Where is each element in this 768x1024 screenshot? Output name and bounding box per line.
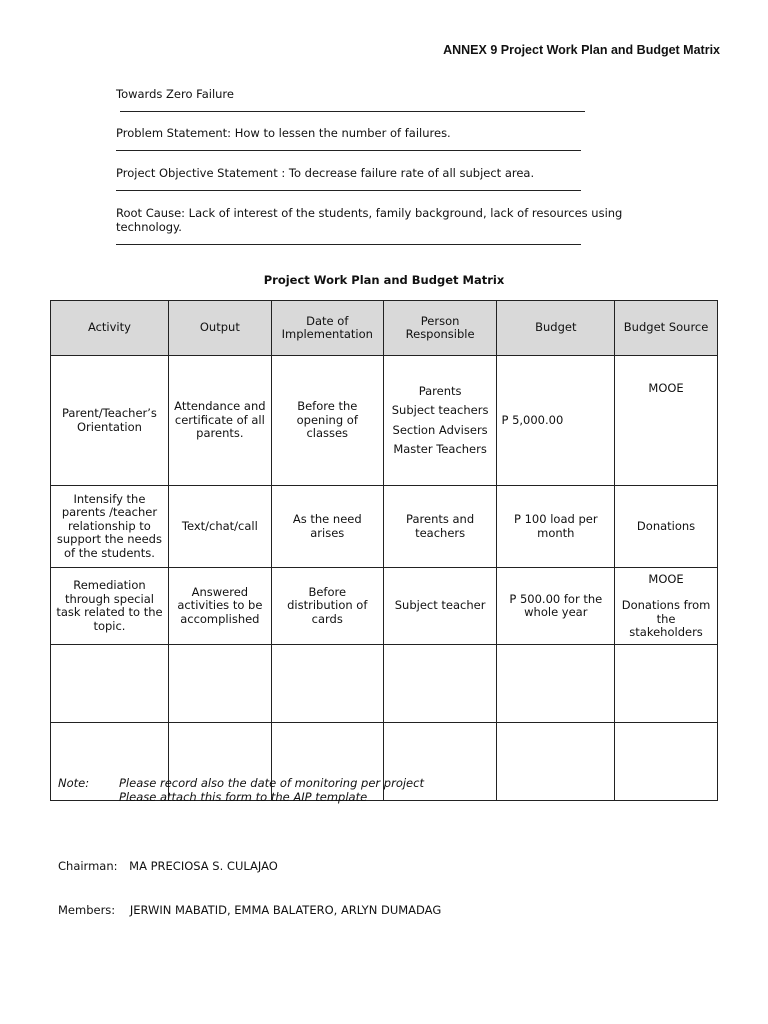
table-row [51,356,718,486]
chairman-label: Chairman: [58,859,118,873]
work-plan-table [50,300,718,801]
table-header-row [51,301,718,356]
cell-person: Parents and teachers [383,486,497,568]
table-row [51,568,718,645]
header-budget: Budget [497,301,615,356]
source-line: Donations from the stakeholders [621,598,711,639]
matrix-title: Project Work Plan and Budget Matrix [263,273,505,287]
header-source: Budget Source [615,301,718,356]
cell-person [383,356,497,486]
cell-source [615,568,718,645]
members-line [58,903,441,917]
cell-source: MOOE [615,356,718,486]
cell-date: Before distribution of cards [271,568,383,645]
header-person: Person Responsible [383,301,497,356]
cell-person: Subject teacher [383,568,497,645]
cell-activity: Intensify the parents /teacher relationship to support the needs of the students. [51,486,169,568]
cell-date: Before the opening of classes [271,356,383,486]
objective-statement: Project Objective Statement : To decrease failure rate of all subject area. [116,166,535,180]
note-label: Note: [58,776,90,790]
cell-source: Donations [615,486,718,568]
chairman-line [58,859,278,873]
annex-title: ANNEX 9 Project Work Plan and Budget Matrix [443,43,720,57]
person-item: Master Teachers [393,442,487,456]
chairman-name: MA PRECIOSA S. CULAJAO [129,859,278,873]
divider [116,190,581,191]
root-cause: Root Cause: Lack of interest of the students, family background, lack of resources using technology. [116,206,623,234]
cell-date: As the need arises [271,486,383,568]
members-names: JERWIN MABATID, EMMA BALATERO, ARLYN DUMADAG [129,903,442,917]
note-line-1: Please record also the date of monitoring per project [119,776,424,790]
divider [120,111,585,112]
cell-output: Text/chat/call [168,486,271,568]
divider [116,150,581,151]
note-line-2: Please attach this form to the AIP template [119,790,368,804]
members-label: Members: [58,903,116,917]
cell-budget: P 100 load per month [497,486,615,568]
cell-output: Attendance and certificate of all parents. [168,356,271,486]
header-output: Output [168,301,271,356]
cell-budget: P 5,000.00 [497,356,615,486]
header-activity: Activity [51,301,169,356]
table-row-empty [51,645,718,723]
cell-budget: P 500.00 for the whole year [497,568,615,645]
person-item: Subject teachers [391,403,489,417]
cell-output: Answered activities to be accomplished [168,568,271,645]
cell-activity: Remediation through special task related to the topic. [51,568,169,645]
cell-activity: Parent/Teacher’s Orientation [51,356,169,486]
header-date: Date of Implementation [271,301,383,356]
person-item: Section Advisers [392,422,488,437]
divider [116,244,581,245]
person-item: Parents [418,383,462,398]
source-line: MOOE [648,571,684,586]
project-title: Towards Zero Failure [116,87,234,101]
problem-statement: Problem Statement: How to lessen the number of failures. [116,126,451,140]
table-row [51,486,718,568]
